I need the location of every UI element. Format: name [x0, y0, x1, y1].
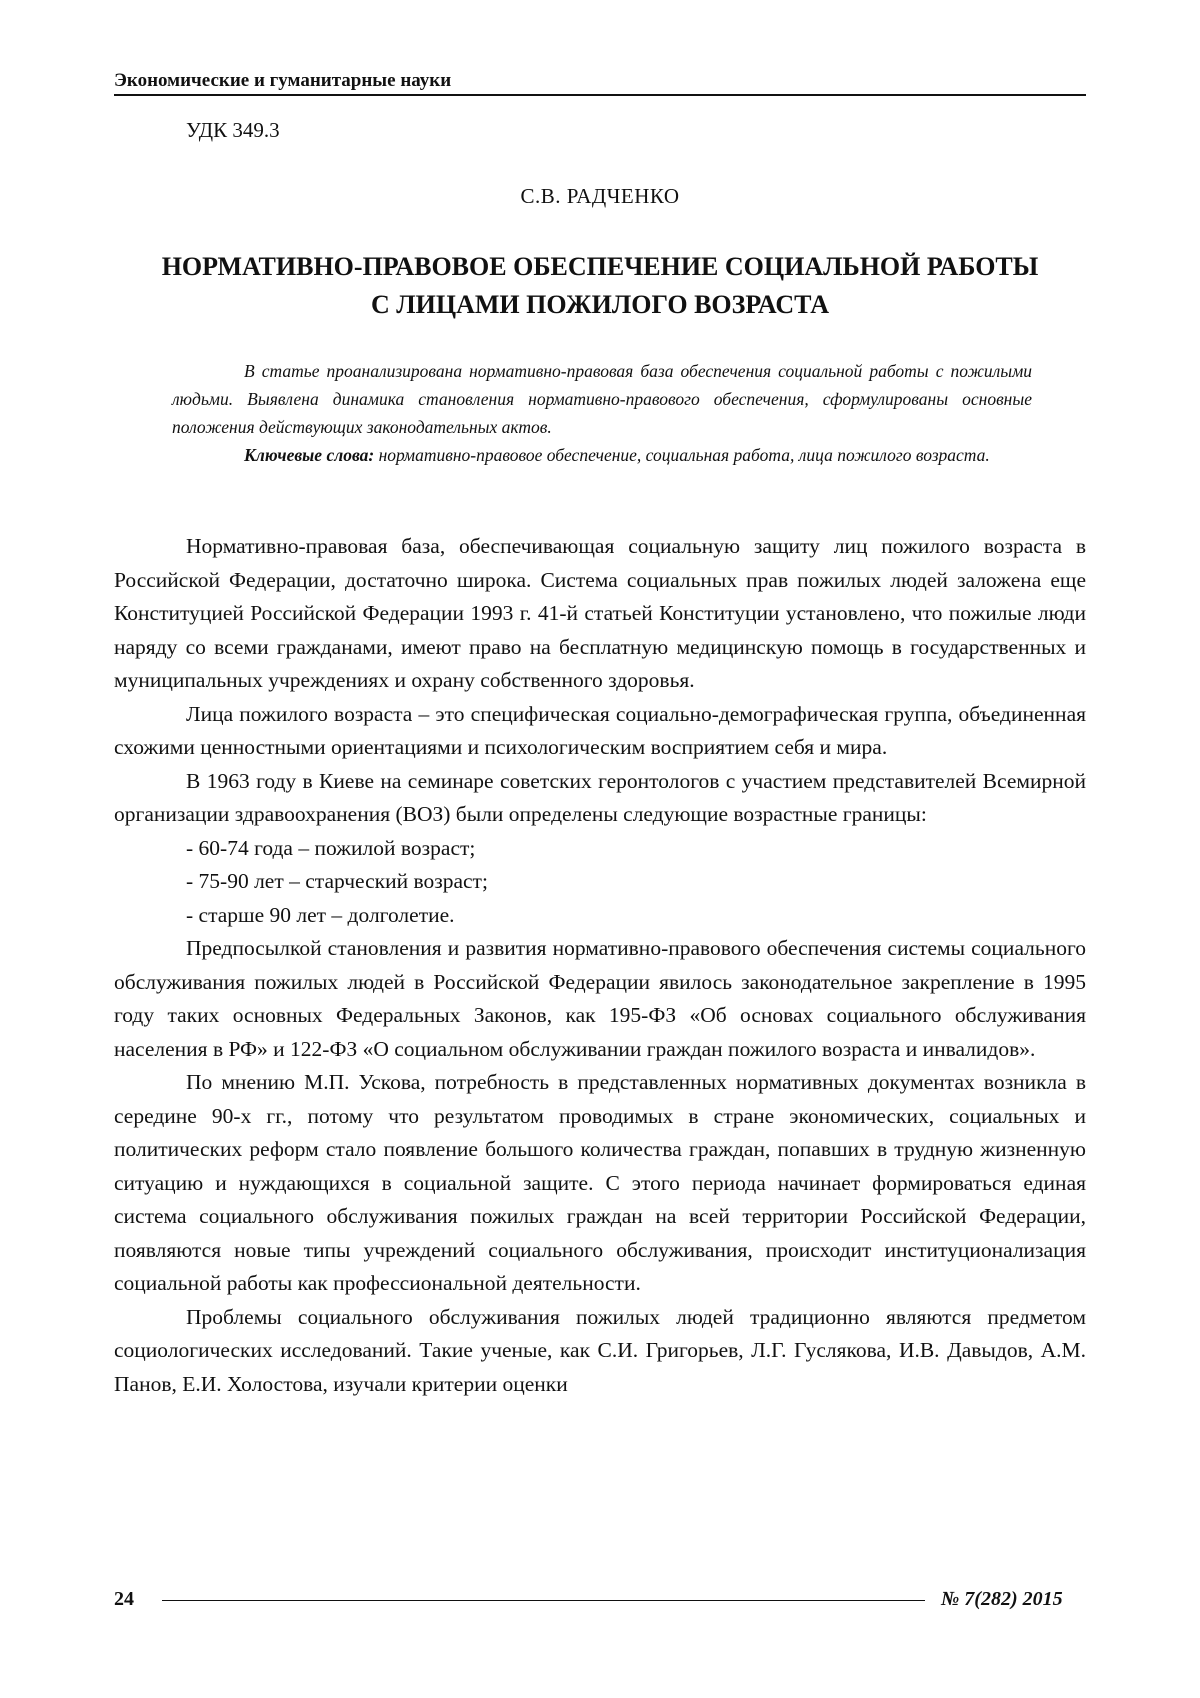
abstract — [172, 357, 1032, 469]
footer-divider — [162, 1600, 925, 1601]
paragraph: Предпосылкой становления и развития нормативно-правового обеспечения системы социального обслуживания пожилых людей в Российской Федерации явилось законодательное закрепление в 1995 году таких основных Федеральных Законов, как 195-ФЗ «Об основах социального обслуживания населения в РФ» и 122-ФЗ «О социальном обслуживании граждан пожилого возраста и инвалидов». — [114, 932, 1086, 1066]
author-name: С.В. РАДЧЕНКО — [0, 184, 1200, 209]
paragraph: По мнению М.П. Ускова, потребность в представленных нормативных документах возникла в середине 90-х гг., потому что результатом проводимых в стране экономических, социальных и политических реформ стало появление большого количества граждан, попавших в трудную жизненную ситуацию и нуждающихся в социальной защите. С этого периода начинает формироваться единая система социального обслуживания пожилых граждан на всей территории Российской Федерации, появляются новые типы учреждений социального обслуживания, происходит институционализация социальной работы как профессиональной деятельности. — [114, 1066, 1086, 1301]
paragraph: В 1963 году в Киеве на семинаре советских геронтологов с участием представителей Всемирной организации здравоохранения (ВОЗ) были определены следующие возрастные границы: — [114, 765, 1086, 832]
article-body — [114, 530, 1086, 1401]
article-title — [100, 248, 1100, 324]
list-item: - 75-90 лет – старческий возраст; — [114, 865, 1086, 899]
keywords-label: Ключевые слова: — [244, 445, 374, 465]
page-number: 24 — [114, 1588, 134, 1611]
keywords-text: нормативно-правовое обеспечение, социальная работа, лица пожилого возраста. — [374, 445, 990, 465]
paragraph: Лица пожилого возраста – это специфическая социально-демографическая группа, объединенная схожими ценностными ориентациями и психологическим восприятием себя и мира. — [114, 698, 1086, 765]
title-line-2: С ЛИЦАМИ ПОЖИЛОГО ВОЗРАСТА — [100, 286, 1100, 324]
paragraph: Проблемы социального обслуживания пожилых людей традиционно являются предметом социологических исследований. Такие ученые, как С.И. Григорьев, Л.Г. Гуслякова, И.В. Давыдов, А.М. Панов, Е.И. Холостова, изучали критерии оценки — [114, 1301, 1086, 1402]
udk-code: УДК 349.3 — [186, 118, 280, 143]
title-line-1: НОРМАТИВНО-ПРАВОВОЕ ОБЕСПЕЧЕНИЕ СОЦИАЛЬНОЙ РАБОТЫ — [100, 248, 1100, 286]
document-page — [0, 0, 1200, 1698]
running-header: Экономические и гуманитарные науки — [114, 70, 1086, 96]
abstract-text: В статье проанализирована нормативно-правовая база обеспечения социальной работы с пожилыми людьми. Выявлена динамика становления нормативно-правового обеспечения, сформулированы основные положения действующих законодательных актов. — [172, 357, 1032, 441]
keywords — [172, 441, 1032, 469]
issue-number: № 7(282) 2015 — [941, 1588, 1063, 1611]
list-item: - 60-74 года – пожилой возраст; — [114, 832, 1086, 866]
list-item: - старше 90 лет – долголетие. — [114, 899, 1086, 933]
paragraph: Нормативно-правовая база, обеспечивающая социальную защиту лиц пожилого возраста в Российской Федерации, достаточно широка. Система социальных прав пожилых людей заложена еще Конституцией Российской Федерации 1993 г. 41-й статьей Конституции установлено, что пожилые люди наряду со всеми гражданами, имеют право на бесплатную медицинскую помощь в государственных и муниципальных учреждениях и охрану собственного здоровья. — [114, 530, 1086, 698]
